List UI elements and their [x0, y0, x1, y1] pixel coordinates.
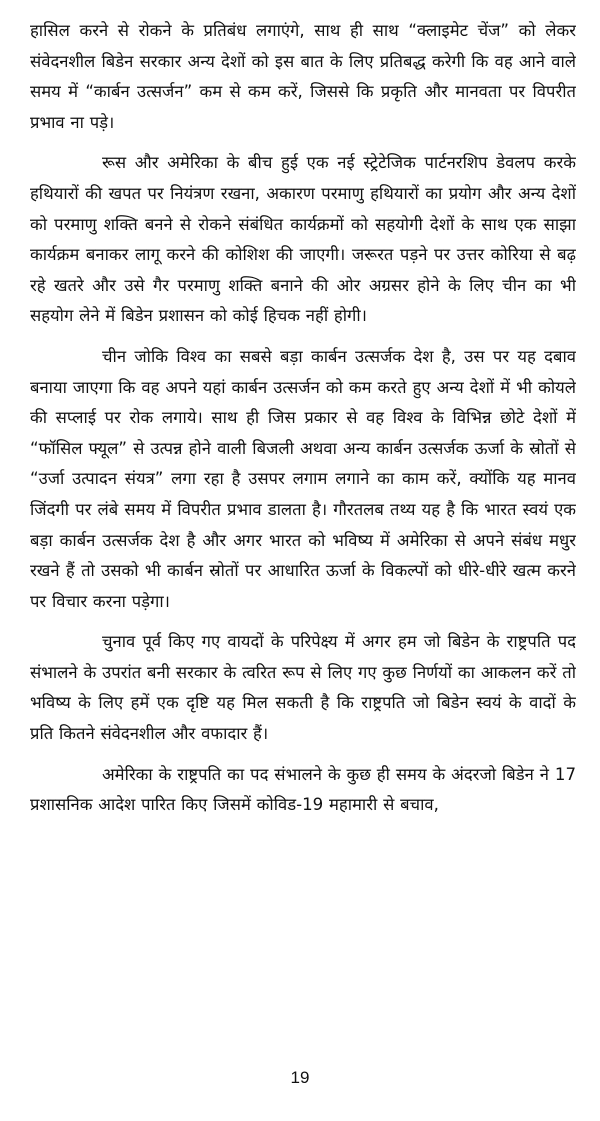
- paragraph-china-carbon: चीन जोकि विश्व का सबसे बड़ा कार्बन उत्सर्जक देश है, उस पर यह दबाव बनाया जाएगा कि वह अपने यहां कार्बन उत्सर्जन को कम करते हुए अन्य देशों में भी कोयले की सप्लाई पर रोक लगाये। साथ ही जिस प्रकार से वह विश्व के विभिन्न छोटे देशों में “फॉसिल फ्यूल” से उत्पन्न होने वाली बिजली अथवा अन्य कार्बन उत्सर्जक ऊर्जा के स्रोतों से “उर्जा उत्पादन संयत्र” लगा रहा है उसपर लगाम लगाने का काम करें, क्योंकि यह मानव जिंदगी पर लंबे समय में विपरीत प्रभाव डालता है। गौरतलब तथ्य यह है कि भारत स्वयं एक बड़ा कार्बन उत्सर्जक देश है और अगर भारत को भविष्य में अमेरिका से अपने संबंध मधुर रखने हैं तो उसको भी कार्बन स्रोतों पर आधारित ऊर्जा के विकल्पों को धीरे-धीरे खत्म करने पर विचार करना पड़ेगा।: [30, 346, 576, 611]
- paragraph-continuation: हासिल करने से रोकने के प्रतिबंध लगाएंगे, साथ ही साथ “क्लाइमेट चेंज” को लेकर संवेदनशील बिडेन सरकार अन्य देशों को इस बात के लिए प्रतिबद्ध करेगी कि वह आने वाले समय में “कार्बन उत्सर्जन” कम से कम करें, जिससे कि प्रकृति और मानवता पर विपरीत प्रभाव ना पड़े।: [30, 21, 576, 132]
- paragraph-executive-orders: अमेरिका के राष्ट्रपति का पद संभालने के कुछ ही समय के अंदरजो बिडेन ने 17 प्रशासनिक आदेश पारित किए जिसमें कोविड-19 महामारी से बचाव,: [30, 764, 576, 815]
- paragraph-russia-america: रूस और अमेरिका के बीच हुई एक नई स्ट्रेटेजिक पार्टनरशिप डेवलप करके हथियारों की खपत पर नियंत्रण रखना, अकारण परमाणु हथियारों का प्रयोग और अन्य देशों को परमाणु शक्ति बनने से रोकने संबंधित कार्यक्रमों को सहयोगी देशों के साथ एक साझा कार्यक्रम बनाकर लागू करने की कोशिश की जाएगी। जरूरत पड़ने पर उत्तर कोरिया से बढ़ रहे खतरे और उसे गैर परमाणु शक्ति बनाने की ओर अग्रसर होने के लिए चीन का भी सहयोग लेने में बिडेन प्रशासन को कोई हिचक नहीं होगी।: [30, 153, 576, 326]
- paragraph-election-promises: चुनाव पूर्व किए गए वायदों के परिपेक्ष्य में अगर हम जो बिडेन के राष्ट्रपति पद संभालने के उपरांत बनी सरकार के त्वरित रूप से लिए गए कुछ निर्णयों का आकलन करें तो भविष्य के लिए हमें एक दृष्टि यह मिल सकती है कि राष्ट्रपति जो बिडेन स्वयं के वादों के प्रति कितने संवेदनशील और वफादार हैं।: [30, 632, 576, 744]
- page-number: 19: [290, 1068, 310, 1087]
- document-page: [30, 16, 576, 1066]
